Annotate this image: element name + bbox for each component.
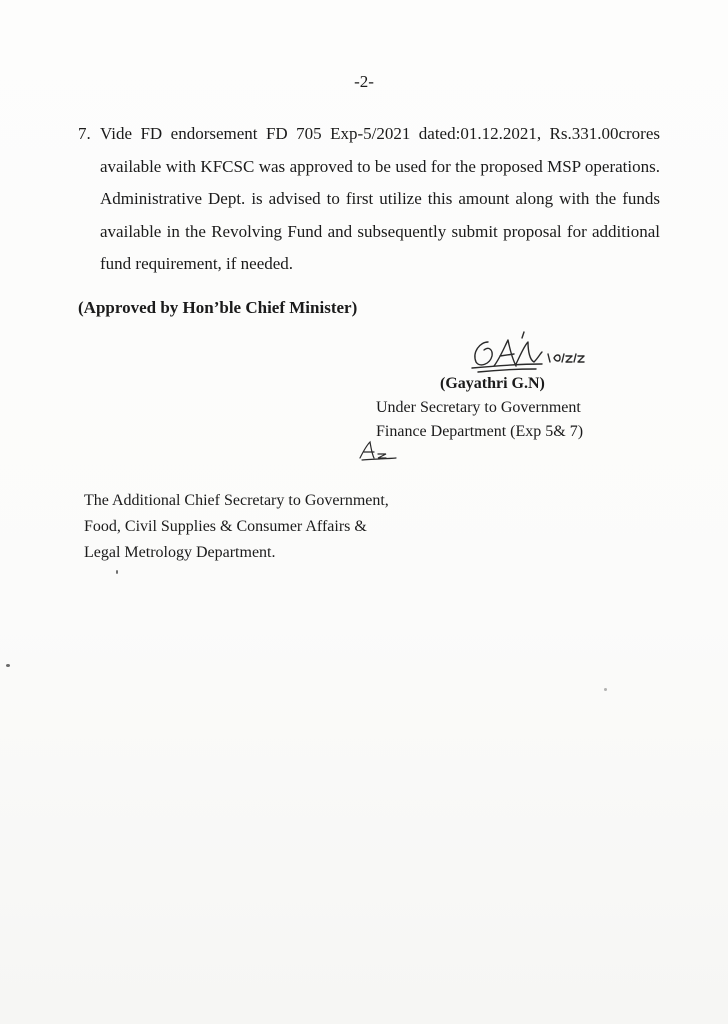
paragraph-7	[78, 118, 660, 281]
paragraph-number: 7.	[78, 124, 91, 143]
addressee-block	[84, 488, 389, 566]
handwritten-initial	[356, 440, 400, 462]
signatory-department: Finance Department (Exp 5& 7)	[376, 423, 584, 440]
paper-speck	[6, 664, 10, 667]
paragraph-text: Vide FD endorsement FD 705 Exp-5/2021 dated:01.12.2021, Rs.331.00crores available with KFCSC was approved to be used for the proposed MSP operations. Administrative Dept. is advised to first utilize this amount along with the funds available in the Revolving Fund and subsequently submit proposal for additional fund requirement, if needed.	[100, 124, 660, 273]
signatory-designation: Under Secretary to Government	[376, 399, 581, 416]
addressee-line-3: Legal Metrology Department.	[84, 544, 276, 561]
approval-note: (Approved by Hon’ble Chief Minister)	[78, 298, 358, 317]
signatory-block	[376, 372, 583, 444]
paper-speck	[604, 688, 607, 691]
page-number: -2-	[354, 72, 374, 91]
paper-speck	[116, 570, 118, 574]
addressee-line-1: The Additional Chief Secretary to Government,	[84, 492, 389, 509]
addressee-line-2: Food, Civil Supplies & Consumer Affairs &	[84, 518, 367, 535]
signatory-name: (Gayathri G.N)	[440, 375, 545, 392]
